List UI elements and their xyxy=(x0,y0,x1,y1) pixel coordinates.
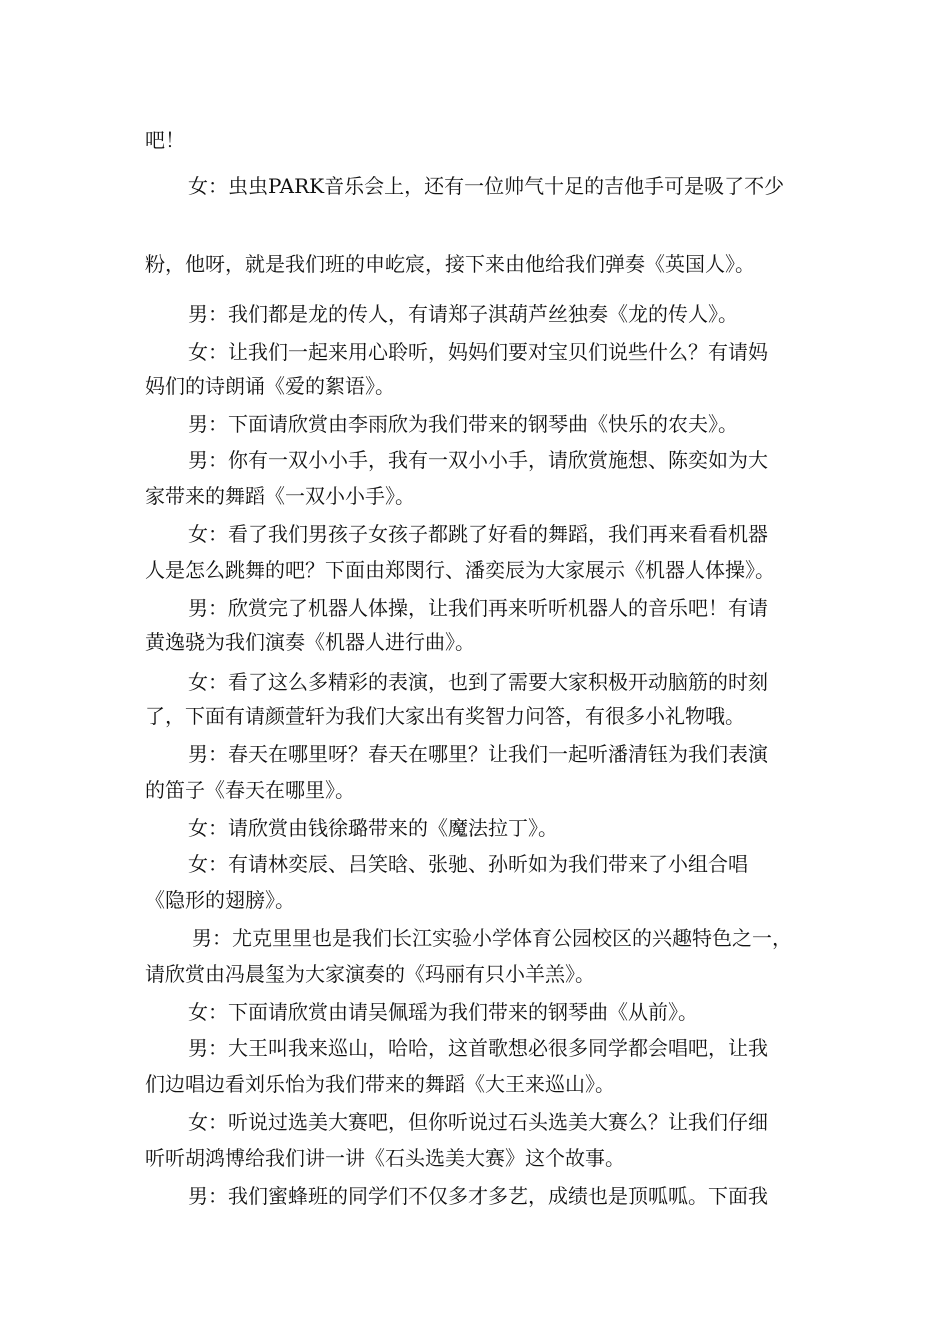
text-line: 男：欣赏完了机器人体操，让我们再来听听机器人的音乐吧！有请 xyxy=(188,596,768,620)
text-line: 男：我们蜜蜂班的同学们不仅多才多艺，成绩也是顶呱呱。下面我 xyxy=(188,1184,768,1208)
text-line: 听听胡鸿博给我们讲一讲《石头选美大赛》这个故事。 xyxy=(145,1146,625,1170)
text-line: 请欣赏由冯晨玺为大家演奏的《玛丽有只小羊羔》。 xyxy=(145,962,595,986)
text-line: 了，下面有请颜萱轩为我们大家出有奖智力问答，有很多小礼物哦。 xyxy=(145,704,745,728)
text-line: 们边唱边看刘乐怡为我们带来的舞蹈《大王来巡山》。 xyxy=(145,1072,615,1096)
text-line: 男：我们都是龙的传人，有请郑子淇葫芦丝独奏《龙的传人》。 xyxy=(188,302,738,326)
text-line: 女：让我们一起来用心聆听，妈妈们要对宝贝们说些什么？有请妈 xyxy=(188,340,768,364)
text-line: 男：春天在哪里呀？春天在哪里？让我们一起听潘清钰为我们表演 xyxy=(188,742,768,766)
text-line: 女：听说过选美大赛吧，但你听说过石头选美大赛么？让我们仔细 xyxy=(188,1110,768,1134)
text-line: 男：下面请欣赏由李雨欣为我们带来的钢琴曲《快乐的农夫》。 xyxy=(188,412,738,436)
text-line: 家带来的舞蹈《一双小小手》。 xyxy=(145,484,415,508)
text-line: 吧！ xyxy=(145,128,185,152)
text-line: 女：下面请欣赏由请吴佩瑶为我们带来的钢琴曲《从前》。 xyxy=(188,1000,698,1024)
text-line: 女：请欣赏由钱徐璐带来的《魔法拉丁》。 xyxy=(188,816,558,840)
text-line: 男：大王叫我来巡山，哈哈，这首歌想必很多同学都会唱吧，让我 xyxy=(188,1036,768,1060)
text-line: 女：有请林奕辰、吕笑晗、张驰、孙昕如为我们带来了小组合唱 xyxy=(188,852,748,876)
text-line: 男：你有一双小小手，我有一双小小手，请欣赏施想、陈奕如为大 xyxy=(188,448,768,472)
text-line: 男：尤克里里也是我们长江实验小学体育公园校区的兴趣特色之一， xyxy=(192,926,792,950)
text-line: 黄逸骁为我们演奏《机器人进行曲》。 xyxy=(145,630,475,654)
text-line: 的笛子《春天在哪里》。 xyxy=(145,778,355,802)
text-line: 《隐形的翅膀》。 xyxy=(145,888,295,912)
text-line: 女：看了这么多精彩的表演，也到了需要大家积极开动脑筋的时刻 xyxy=(188,670,768,694)
text-line: 妈们的诗朗诵《爱的絮语》。 xyxy=(145,374,395,398)
text-line: 女：虫虫PARK音乐会上，还有一位帅气十足的吉他手可是吸了不少 xyxy=(188,174,785,198)
text-line: 女：看了我们男孩子女孩子都跳了好看的舞蹈，我们再来看看机器 xyxy=(188,522,768,546)
text-line: 粉，他呀，就是我们班的申屹宸，接下来由他给我们弹奏《英国人》。 xyxy=(145,252,755,276)
text-line: 人是怎么跳舞的吧？下面由郑閔行、潘奕辰为大家展示《机器人体操》。 xyxy=(145,558,775,582)
